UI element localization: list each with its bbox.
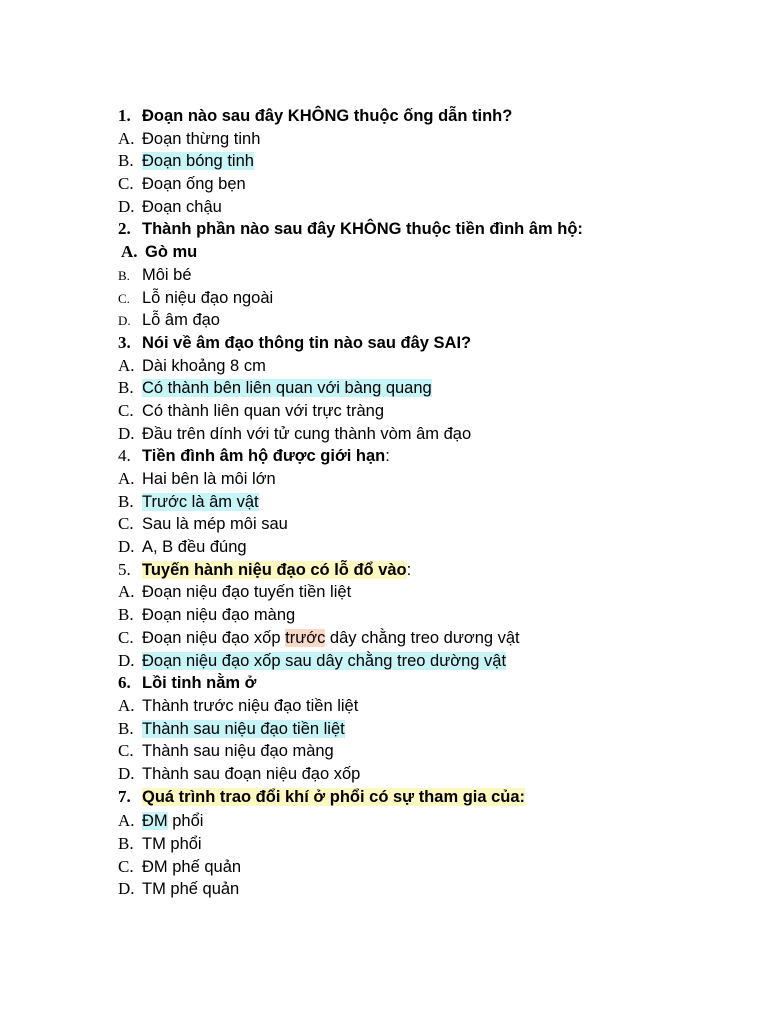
option-1b	[118, 150, 738, 173]
option-text: ĐM phế quản	[142, 857, 242, 876]
question-text-highlighted: Tuyến hành niệu đạo có lỗ đổ vào	[142, 560, 407, 579]
option-text: Dài khoảng 8 cm	[142, 356, 266, 375]
option-label: A.	[118, 128, 135, 148]
option-label: A.	[118, 811, 135, 831]
question-text: Tiền đình âm hộ được giới hạn	[142, 447, 386, 466]
option-label: D.	[118, 423, 135, 443]
option-4d	[118, 536, 738, 559]
option-text-highlighted: Trước là âm vật	[142, 492, 259, 511]
option-label: C.	[118, 174, 134, 194]
option-5c	[118, 627, 738, 650]
question-suffix: :	[385, 447, 390, 466]
question-text: Thành phần nào sau đây KHÔNG thuộc tiền đình âm hộ:	[142, 220, 583, 239]
option-text: Gò mu	[145, 243, 198, 262]
option-text: phổi	[167, 812, 204, 831]
question-text: Lồi tinh nằm ở	[142, 674, 257, 693]
option-6c	[118, 740, 738, 763]
option-text: TM phế quản	[142, 880, 240, 899]
option-text: Hai bên là môi lớn	[142, 470, 276, 488]
question-1	[118, 105, 738, 128]
option-text: Đoạn niệu đạo tuyến tiền liệt	[142, 583, 352, 602]
option-label: A.	[118, 355, 135, 375]
option-text: Sau là mép môi sau	[142, 515, 288, 534]
option-label: B.	[118, 267, 130, 283]
question-number: 2.	[118, 219, 131, 239]
option-label: D.	[118, 313, 131, 329]
option-label: D.	[118, 537, 135, 557]
question-number: 3.	[118, 332, 131, 352]
option-label: D.	[118, 196, 135, 216]
option-label: D.	[118, 650, 135, 670]
option-label: C.	[118, 514, 134, 534]
option-label: B.	[118, 491, 134, 511]
option-3d	[118, 423, 738, 446]
option-label: A.	[118, 582, 135, 602]
option-text-highlighted: ĐM	[142, 812, 168, 831]
option-1a	[118, 128, 738, 151]
option-text: Thành sau niệu đạo màng	[142, 742, 334, 761]
option-label: C.	[118, 290, 130, 306]
question-number: 4.	[118, 446, 131, 466]
option-4c	[118, 513, 738, 536]
option-7d	[118, 878, 738, 901]
option-5d	[118, 650, 738, 673]
option-text-highlighted: Đoạn niệu đạo xốp sau dây chằng treo dường vật	[142, 651, 507, 670]
option-text-highlighted-word: trước	[285, 628, 326, 647]
question-number: 6.	[118, 673, 131, 693]
option-6d	[118, 763, 738, 786]
question-6	[118, 672, 738, 695]
option-7a	[118, 810, 738, 833]
option-2a	[118, 241, 738, 264]
option-6a	[118, 695, 738, 718]
option-2c	[118, 287, 738, 310]
option-text: Có thành liên quan với trực tràng	[142, 401, 384, 420]
option-4a	[118, 468, 738, 491]
question-4	[118, 445, 738, 468]
option-text: Thành trước niệu đạo tiền liệt	[142, 696, 359, 715]
option-4b	[118, 491, 738, 514]
question-text-highlighted: Quá trình trao đổi khí ở phổi có sự tham gia của:	[142, 787, 526, 806]
option-6b	[118, 718, 738, 741]
option-text-highlighted: Đoạn bóng tinh	[142, 152, 254, 171]
question-7	[118, 786, 738, 809]
option-text: Đầu trên dính với tử cung thành vòm âm đạo	[142, 424, 472, 443]
option-label: D.	[118, 879, 135, 899]
option-2d	[118, 309, 738, 332]
option-text-highlighted: Có thành bên liên quan với bàng quang	[142, 379, 432, 398]
question-2	[118, 218, 738, 241]
question-text: Nói về âm đạo thông tin nào sau đây SAI?	[142, 333, 472, 352]
option-7b	[118, 833, 738, 856]
option-text: TM phổi	[142, 835, 202, 853]
option-label: C.	[118, 400, 134, 420]
option-label: B.	[118, 378, 134, 398]
option-text: Đoạn niệu đạo màng	[142, 606, 296, 625]
option-text: Đoạn thừng tinh	[142, 129, 261, 148]
option-text: dây chằng treo dương vật	[325, 628, 520, 647]
option-text: Môi bé	[142, 265, 192, 284]
question-number: 7.	[118, 786, 131, 806]
option-2b	[118, 264, 738, 287]
option-text: Lỗ niệu đạo ngoài	[142, 288, 274, 307]
question-5	[118, 559, 738, 582]
option-label: B.	[118, 605, 134, 625]
question-number: 1.	[118, 106, 131, 125]
option-3c	[118, 400, 738, 423]
option-label: C.	[118, 856, 134, 876]
question-3	[118, 332, 738, 355]
option-7c	[118, 856, 738, 879]
question-number: 5.	[118, 559, 131, 579]
option-text: Lỗ âm đạo	[142, 311, 220, 330]
option-label: B.	[118, 151, 134, 171]
option-text: Đoạn ống bẹn	[142, 175, 246, 194]
option-label: B.	[118, 834, 134, 853]
option-5a	[118, 581, 738, 604]
option-text: Đoạn niệu đạo xốp	[142, 628, 286, 647]
option-label: A.	[118, 695, 135, 715]
option-label: C.	[118, 741, 134, 761]
option-label: A.	[118, 469, 135, 488]
quiz-content	[118, 105, 738, 901]
option-text: A, B đều đúng	[142, 538, 247, 557]
option-text: Thành sau đoạn niệu đạo xốp	[142, 764, 361, 783]
option-1c	[118, 173, 738, 196]
option-label: D.	[118, 763, 135, 783]
question-suffix: :	[406, 560, 412, 579]
option-label: A.	[121, 242, 138, 262]
option-text-highlighted: Thành sau niệu đạo tiền liệt	[142, 719, 345, 738]
option-3b	[118, 377, 738, 400]
question-text: Đoạn nào sau đây KHÔNG thuộc ống dẫn tinh?	[142, 107, 513, 125]
option-3a	[118, 355, 738, 378]
option-1d	[118, 196, 738, 219]
option-label: B.	[118, 718, 134, 738]
option-label: C.	[118, 627, 134, 647]
option-5b	[118, 604, 738, 627]
option-text: Đoạn chậu	[142, 197, 222, 216]
